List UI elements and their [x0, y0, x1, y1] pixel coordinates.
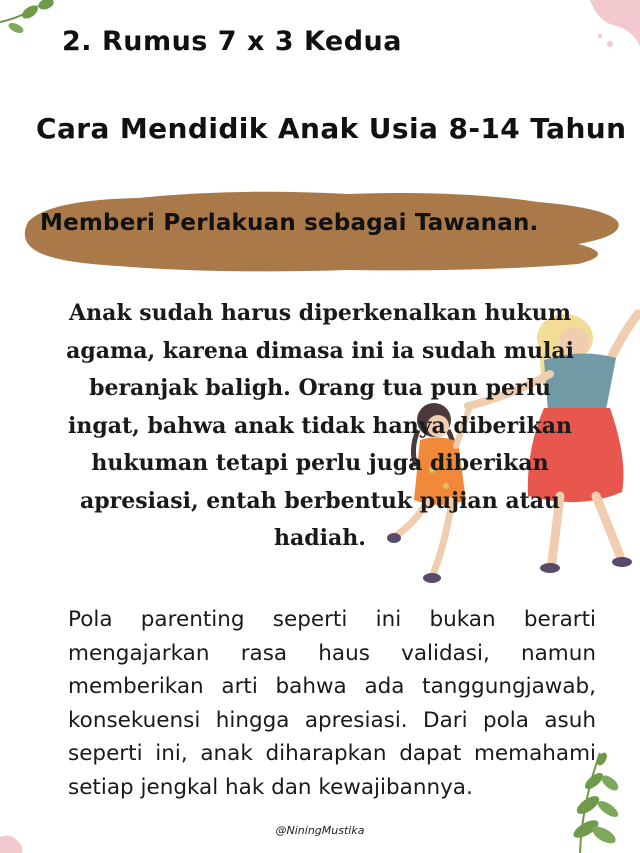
paint-splash-icon: [570, 0, 640, 60]
leaf-sprig-icon: [0, 0, 60, 40]
page-title: Cara Mendidik Anak Usia 8-14 Tahun: [36, 112, 627, 145]
banner-subtitle: Memberi Perlakuan sebagai Tawanan.: [40, 210, 539, 236]
highlight-paragraph: Anak sudah harus diperkenalkan hukum agama, karena dimasa ini ia sudah mulai beranjak baligh. Orang tua pun perlu ingat, bahwa anak tidak hanya diberikan hukuman tetapi perlu juga diberikan apresiasi, entah berbentuk pujian atau hadiah.: [66, 300, 574, 551]
author-credit: @NiningMustika: [275, 824, 365, 837]
body-paragraph: Pola parenting seperti ini bukan berarti mengajarkan rasa haus validasi, namun memberikan arti bahwa ada tanggungjawab, konsekuensi hingga apresiasi. Dari pola asuh seperti ini, anak diharapkan dapat memahami setiap jengkal hak dan kewajibannya.: [68, 607, 596, 800]
section-title: 2. Rumus 7 x 3 Kedua: [62, 26, 402, 57]
